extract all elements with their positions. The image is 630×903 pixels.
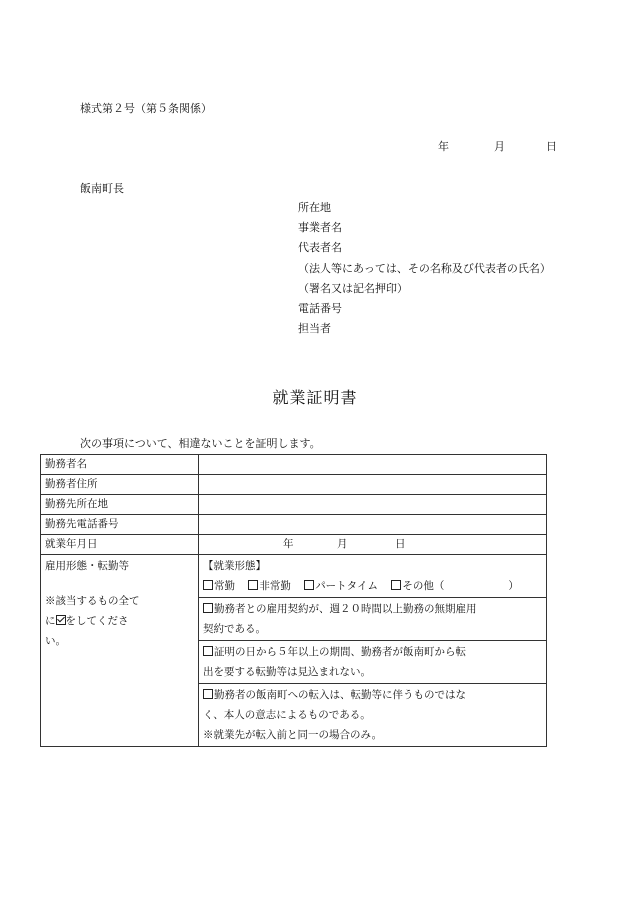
employment-type-label-cell: [41, 555, 199, 747]
check-item-own-will[interactable]: 勤務者の飯南町への転入は、転勤等に伴うものではな く、本人の意志によるものである。 ※就業先が転入前と同一の場合のみ。: [199, 684, 547, 747]
row-label-employment-date: 就業年月日: [41, 535, 199, 555]
note-text-before: ※該当するもの全てに: [45, 595, 140, 627]
applicant-representative-label: 代表者名: [298, 241, 342, 255]
date-year-label: 年: [438, 140, 449, 153]
checkbox-icon: [203, 580, 213, 590]
check-item-no-transfer[interactable]: 証明の日から５年以上の期間、勤務者が飯南町から転 出を要する転勤等は見込まれない。: [199, 641, 547, 684]
employment-type-cell: [199, 555, 547, 598]
form-number: 様式第２号（第５条関係）: [80, 102, 212, 115]
check-instruction-note: [45, 591, 145, 651]
applicant-phone-label: 電話番号: [298, 302, 342, 316]
workplace-address-field[interactable]: [199, 495, 547, 515]
row-label-worker-address: 勤務者住所: [41, 475, 199, 495]
employment-day-label: 日: [395, 538, 406, 550]
option-parttime-nonregular[interactable]: 非常勤: [248, 580, 291, 592]
certification-table: [40, 454, 547, 747]
row-label-workplace-address: 勤務先所在地: [41, 495, 199, 515]
addressee: 飯南町長: [80, 182, 124, 195]
document-title: 就業証明書: [272, 388, 358, 407]
check-item-indefinite-contract[interactable]: 勤務者との雇用契約が、週２０時間以上勤務の無期雇用 契約である。: [199, 598, 547, 641]
row-label-workplace-phone: 勤務先電話番号: [41, 515, 199, 535]
employment-type-header: 【就業形態】: [203, 560, 266, 572]
table-row: [41, 455, 547, 475]
checkbox-icon: [203, 689, 213, 699]
applicant-address-label: 所在地: [298, 201, 331, 214]
note-text-after: をしてください。: [45, 615, 129, 647]
table-row: [41, 535, 547, 555]
checkbox-icon: [391, 580, 401, 590]
checkbox-icon: [203, 646, 213, 656]
row-label-worker-name: 勤務者名: [41, 455, 199, 475]
workplace-phone-field[interactable]: [199, 515, 547, 535]
employment-date-field[interactable]: [199, 535, 547, 555]
applicant-signature-note: （署名又は記名押印）: [298, 281, 408, 295]
employment-month-label: 月: [337, 538, 348, 550]
employment-type-label: 雇用形態・転勤等: [45, 560, 129, 572]
checked-box-icon: [56, 615, 66, 625]
table-row: [41, 495, 547, 515]
checkbox-icon: [304, 580, 314, 590]
checkbox-icon: [248, 580, 258, 590]
applicant-block: [298, 198, 551, 339]
option-parttime[interactable]: パートタイム: [304, 580, 378, 592]
worker-address-field[interactable]: [199, 475, 547, 495]
employment-options: [203, 576, 542, 596]
date-day-label: 日: [546, 140, 557, 153]
table-row: [41, 515, 547, 535]
option-fulltime[interactable]: 常勤: [203, 580, 235, 592]
lead-text: 次の事項について、相違ないことを証明します。: [80, 437, 321, 450]
date-month-label: 月: [494, 140, 505, 153]
table-row: [41, 555, 547, 598]
date-line: [438, 138, 557, 154]
applicant-business-name-label: 事業者名: [298, 221, 342, 235]
applicant-contact-label: 担当者: [298, 322, 331, 336]
worker-name-field[interactable]: [199, 455, 547, 475]
applicant-corporate-note: （法人等にあっては、その名称及び代表者の氏名）: [298, 261, 551, 275]
employment-year-label: 年: [283, 538, 294, 550]
option-other[interactable]: その他（ ）: [391, 580, 519, 592]
table-row: [41, 475, 547, 495]
checkbox-icon: [203, 603, 213, 613]
